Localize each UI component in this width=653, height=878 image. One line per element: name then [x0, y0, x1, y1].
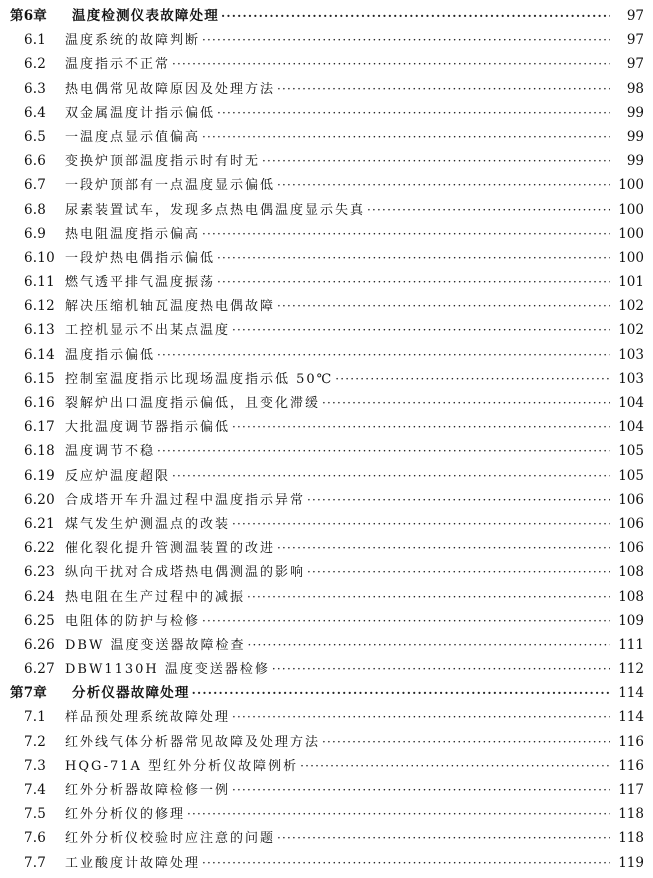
toc-section-row[interactable] [0, 173, 653, 197]
section-number: 6.10 [24, 249, 55, 266]
section-number: 6.6 [24, 153, 47, 170]
dot-leader [217, 101, 610, 125]
toc-section-row[interactable] [0, 318, 653, 342]
dot-leader [232, 512, 610, 536]
dot-leader [307, 560, 610, 584]
section-title: 燃气透平排气温度振荡 [65, 275, 216, 291]
toc-section-row[interactable] [0, 391, 653, 415]
section-number: 6.16 [24, 395, 55, 411]
dot-leader [172, 52, 610, 76]
page-number: 99 [626, 104, 644, 121]
toc-section-row[interactable] [0, 367, 653, 391]
dot-leader [277, 173, 610, 197]
page-number: 102 [618, 322, 644, 339]
section-title: HQG-71A 型红外分析仪故障例析 [65, 758, 299, 774]
section-title: 温度系统的故障判断 [65, 33, 201, 49]
section-number: 6.20 [24, 491, 55, 508]
toc-section-row[interactable] [0, 512, 653, 536]
section-number: 6.15 [24, 370, 55, 387]
toc-section-row[interactable] [0, 222, 653, 246]
section-title: 反应炉温度超限 [65, 468, 171, 484]
dot-leader [277, 536, 610, 560]
page-number: 108 [618, 564, 644, 581]
dot-leader [367, 198, 610, 222]
page-number: 106 [618, 491, 644, 508]
section-title: 电阻体的防护与检修 [65, 613, 201, 629]
section-number: 6.4 [24, 104, 47, 121]
page-number: 98 [626, 80, 644, 97]
toc-section-row[interactable] [0, 560, 653, 584]
toc-chapter-row[interactable] [0, 681, 653, 705]
dot-leader [157, 439, 610, 463]
page-number: 117 [618, 782, 644, 798]
table-of-contents [0, 4, 653, 875]
dot-leader [202, 125, 610, 149]
toc-section-row[interactable] [0, 28, 653, 52]
section-title: DBW 温度变送器故障检查 [65, 637, 246, 653]
section-number: 6.23 [24, 564, 55, 581]
page-number: 114 [618, 709, 644, 726]
section-number: 7.3 [24, 757, 47, 774]
section-title: 一段炉顶部有一点温度显示偏低 [65, 178, 276, 194]
section-title: 尿素装置试车，发现多点热电偶温度显示失真 [65, 202, 366, 218]
toc-section-row[interactable] [0, 125, 653, 149]
page-number: 99 [626, 153, 644, 170]
toc-section-row[interactable] [0, 52, 653, 76]
page-number: 101 [618, 274, 644, 291]
dot-leader [202, 851, 610, 875]
dot-leader [232, 705, 610, 729]
dot-leader [277, 77, 610, 101]
chapter-title: 温度检测仪表故障处理 [72, 8, 219, 24]
section-number: 7.6 [24, 830, 47, 847]
section-number: 7.5 [24, 806, 47, 823]
toc-section-row[interactable] [0, 198, 653, 222]
section-number: 6.12 [24, 298, 55, 315]
toc-section-row[interactable] [0, 149, 653, 173]
chapter-number: 第7章 [10, 685, 47, 702]
dot-leader [217, 270, 610, 294]
section-title: 红外分析器故障检修一例 [65, 783, 231, 798]
toc-section-row[interactable] [0, 754, 653, 778]
section-title: 热电偶常见故障原因及处理方法 [65, 81, 276, 97]
page-number: 99 [626, 128, 644, 145]
dot-leader [232, 415, 610, 439]
toc-section-row[interactable] [0, 851, 653, 875]
section-number: 6.5 [24, 128, 47, 145]
section-title: 工业酸度计故障处理 [65, 855, 201, 871]
toc-section-row[interactable] [0, 439, 653, 463]
section-number: 6.19 [24, 467, 55, 484]
page-number: 106 [618, 540, 644, 557]
section-title: DBW1130H 温度变送器检修 [65, 662, 270, 678]
page-number: 103 [618, 346, 644, 363]
section-number: 6.24 [24, 588, 55, 605]
section-number: 6.26 [24, 636, 55, 653]
dot-leader [335, 367, 610, 391]
dot-leader [157, 343, 610, 367]
page-number: 118 [618, 806, 644, 823]
section-number: 6.9 [24, 225, 47, 242]
page-number: 116 [618, 757, 644, 774]
toc-section-row[interactable] [0, 657, 653, 681]
section-number: 7.1 [24, 709, 47, 726]
dot-leader [307, 488, 610, 512]
dot-leader [277, 294, 610, 318]
dot-leader [217, 246, 610, 270]
section-title: 红外分析仪的修理 [65, 807, 186, 823]
section-title: 大批温度调节器指示偏低 [65, 420, 231, 436]
toc-section-row[interactable] [0, 77, 653, 101]
section-title: 裂解炉出口温度指示偏低，且变化滞缓 [65, 396, 321, 411]
dot-leader [272, 657, 610, 681]
section-title: 红外分析仪校验时应注意的问题 [65, 831, 276, 847]
dot-leader [187, 802, 610, 826]
section-title: 一段炉热电偶指示偏低 [65, 250, 216, 266]
page-number: 105 [618, 467, 644, 484]
section-number: 6.25 [24, 612, 55, 629]
section-title: 双金属温度计指示偏低 [65, 105, 216, 121]
section-number: 6.7 [24, 177, 47, 194]
section-number: 7.2 [24, 733, 47, 750]
section-title: 热电阻温度指示偏高 [65, 226, 201, 242]
page-number: 112 [618, 661, 644, 678]
toc-section-row[interactable] [0, 464, 653, 488]
page-number: 104 [618, 419, 644, 436]
section-title: 煤气发生炉测温点的改装 [65, 516, 231, 532]
section-title: 合成塔开车升温过程中温度指示异常 [65, 492, 306, 508]
page-number: 106 [618, 515, 644, 532]
page-number: 114 [618, 685, 644, 702]
section-number: 6.22 [24, 540, 55, 557]
page-number: 108 [618, 588, 644, 605]
page-number: 111 [618, 636, 644, 653]
page-number: 119 [618, 854, 644, 871]
dot-leader [232, 778, 610, 802]
section-number: 6.27 [24, 661, 55, 678]
toc-section-row[interactable] [0, 730, 653, 754]
section-number: 6.2 [24, 56, 47, 73]
toc-section-row[interactable] [0, 415, 653, 439]
dot-leader [202, 609, 610, 633]
page-number: 97 [626, 8, 644, 24]
page-number: 103 [618, 370, 644, 387]
toc-section-row[interactable] [0, 101, 653, 125]
section-number: 6.11 [24, 274, 55, 291]
toc-section-row[interactable] [0, 488, 653, 512]
dot-leader [221, 4, 610, 28]
toc-section-row[interactable] [0, 609, 653, 633]
page-number: 102 [618, 298, 644, 315]
page-number: 116 [618, 733, 644, 750]
page-number: 104 [618, 395, 644, 411]
page-number: 100 [618, 249, 644, 266]
section-number: 6.14 [24, 346, 55, 363]
section-number: 6.21 [24, 515, 55, 532]
dot-leader [322, 730, 610, 754]
section-number: 6.18 [24, 443, 55, 460]
section-number: 7.7 [24, 854, 47, 871]
toc-section-row[interactable] [0, 343, 653, 367]
toc-section-row[interactable] [0, 270, 653, 294]
toc-section-row[interactable] [0, 705, 653, 729]
chapter-title: 分析仪器故障处理 [72, 685, 190, 702]
page-number: 109 [618, 612, 644, 629]
dot-leader [322, 391, 610, 415]
toc-section-row[interactable] [0, 585, 653, 609]
section-title: 样品预处理系统故障处理 [65, 710, 231, 726]
section-title: 温度调节不稳 [65, 444, 156, 460]
section-number: 6.8 [24, 201, 47, 218]
section-title: 红外线气体分析器常见故障及处理方法 [65, 734, 321, 750]
section-title: 工控机显示不出某点温度 [65, 323, 231, 339]
section-title: 热电阻在生产过程中的减振 [65, 589, 246, 605]
section-number: 6.1 [24, 32, 47, 49]
dot-leader [247, 633, 610, 657]
toc-section-row[interactable] [0, 802, 653, 826]
dot-leader [202, 222, 610, 246]
section-title: 温度指示不正常 [65, 57, 171, 73]
toc-section-row[interactable] [0, 778, 653, 802]
section-number: 6.3 [24, 80, 47, 97]
page-number: 97 [626, 32, 644, 49]
section-title: 一温度点显示值偏高 [65, 129, 201, 145]
toc-section-row[interactable] [0, 536, 653, 560]
page-number: 100 [618, 177, 644, 194]
dot-leader [277, 826, 610, 850]
toc-section-row[interactable] [0, 294, 653, 318]
section-number: 7.4 [24, 782, 47, 798]
section-title: 催化裂化提升管测温装置的改进 [65, 541, 276, 557]
toc-section-row[interactable] [0, 633, 653, 657]
dot-leader [172, 464, 610, 488]
dot-leader [262, 149, 610, 173]
page-number: 100 [618, 201, 644, 218]
page-number: 100 [618, 225, 644, 242]
dot-leader [232, 318, 610, 342]
page-number: 105 [618, 443, 644, 460]
chapter-number: 第6章 [10, 8, 47, 24]
section-number: 6.13 [24, 322, 55, 339]
toc-section-row[interactable] [0, 826, 653, 850]
dot-leader [192, 681, 610, 705]
section-number: 6.17 [24, 419, 55, 436]
dot-leader [300, 754, 610, 778]
section-title: 温度指示偏低 [65, 347, 156, 363]
dot-leader [247, 585, 610, 609]
section-title: 控制室温度指示比现场温度指示低 50℃ [65, 371, 334, 387]
toc-section-row[interactable] [0, 246, 653, 270]
page-number: 97 [626, 56, 644, 73]
dot-leader [202, 28, 610, 52]
toc-chapter-row[interactable] [0, 4, 653, 28]
section-title: 纵向干扰对合成塔热电偶测温的影响 [65, 565, 306, 581]
page-number: 118 [618, 830, 644, 847]
section-title: 变换炉顶部温度指示时有时无 [65, 154, 261, 170]
section-title: 解决压缩机轴瓦温度热电偶故障 [65, 299, 276, 315]
